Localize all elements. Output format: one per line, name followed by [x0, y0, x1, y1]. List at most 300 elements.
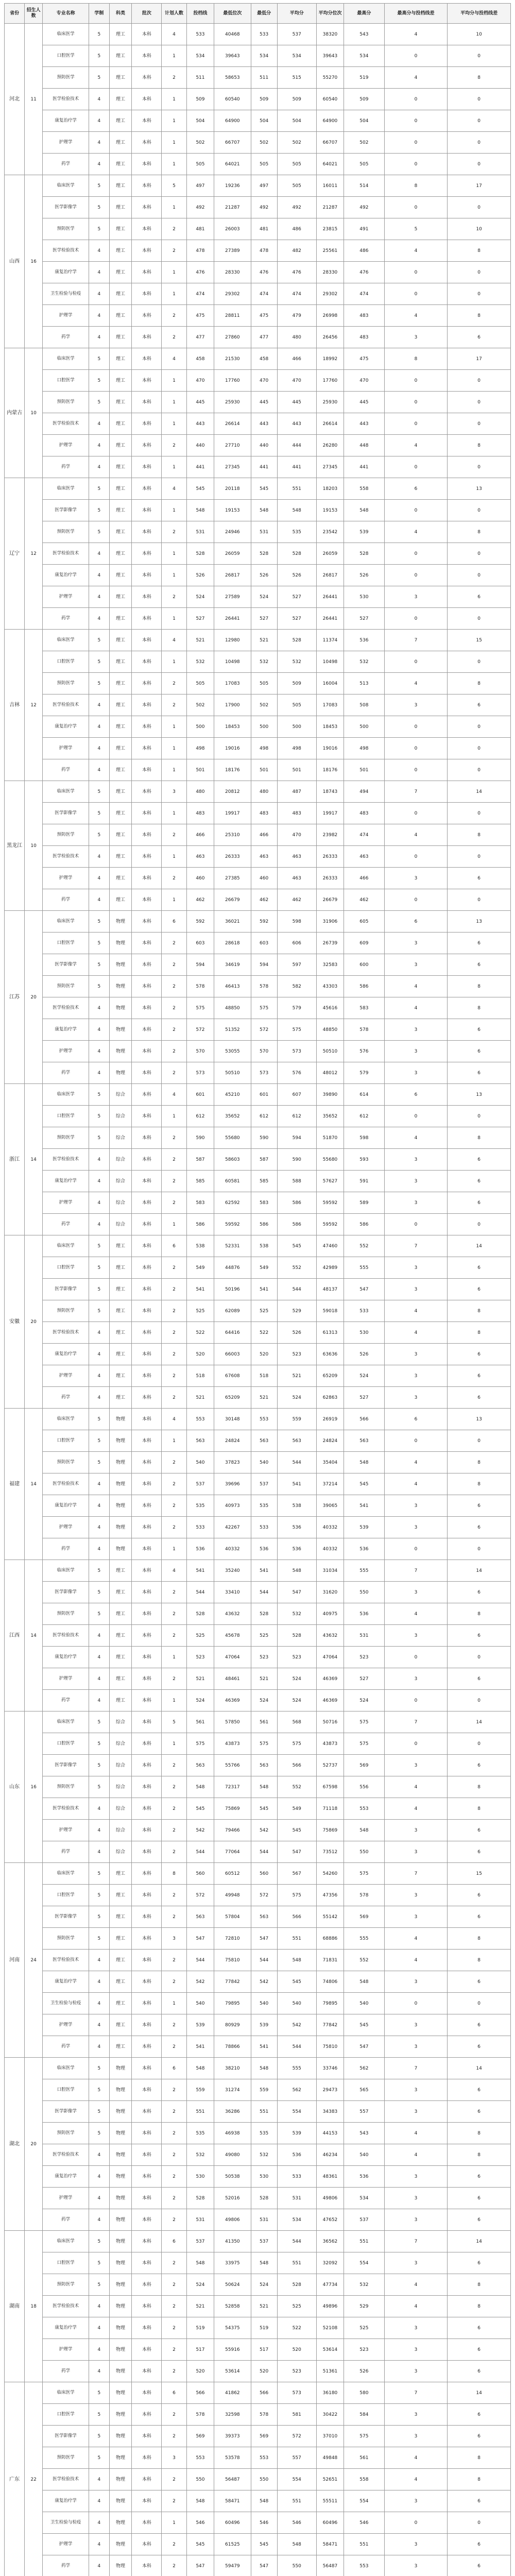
- column-header: 平均分与投档线差: [448, 4, 511, 24]
- table-cell: 本科: [132, 392, 162, 413]
- table-cell: 480: [251, 781, 277, 803]
- table-cell: 538: [277, 1495, 316, 1517]
- table-cell: 523: [344, 1647, 385, 1668]
- table-cell: 463: [344, 846, 385, 868]
- table-cell: 521: [251, 630, 277, 651]
- table-row: [5, 1322, 511, 1344]
- table-cell: 576: [344, 1041, 385, 1062]
- major-name-cell: 药学: [43, 1690, 89, 1711]
- table-cell: 理工: [109, 1625, 132, 1647]
- table-cell: 6: [384, 1084, 448, 1106]
- table-cell: 本科: [132, 1171, 162, 1192]
- table-cell: 2: [162, 2144, 187, 2166]
- table-cell: 31034: [316, 1560, 344, 1582]
- major-name-cell: 医学影像学: [43, 1755, 89, 1776]
- table-cell: 529: [344, 2296, 385, 2317]
- table-cell: 520: [277, 2339, 316, 2361]
- table-cell: 14: [448, 1235, 511, 1257]
- table-cell: 543: [344, 2123, 385, 2144]
- table-cell: 519: [186, 2317, 214, 2339]
- table-cell: 26441: [316, 586, 344, 608]
- table-cell: 62089: [214, 1300, 251, 1322]
- table-cell: 理工: [109, 89, 132, 110]
- table-cell: 606: [277, 933, 316, 954]
- major-name-cell: 护理学: [43, 868, 89, 889]
- table-cell: 58603: [214, 1149, 251, 1171]
- table-cell: 527: [277, 608, 316, 630]
- table-cell: 本科: [132, 2036, 162, 2058]
- table-cell: 546: [277, 2512, 316, 2534]
- table-cell: 562: [277, 2079, 316, 2101]
- table-cell: 4: [384, 2123, 448, 2144]
- table-cell: 本科: [132, 197, 162, 218]
- table-cell: 549: [186, 1257, 214, 1279]
- table-row: [5, 1841, 511, 1863]
- table-cell: 502: [277, 132, 316, 154]
- major-name-cell: 护理学: [43, 305, 89, 327]
- column-header: 招生人数: [25, 4, 43, 24]
- table-cell: 8: [448, 1603, 511, 1625]
- table-cell: 1: [162, 110, 187, 132]
- table-cell: 理工: [109, 1279, 132, 1300]
- table-cell: 40332: [214, 1538, 251, 1560]
- table-cell: 物理: [109, 2534, 132, 2555]
- table-cell: 527: [251, 608, 277, 630]
- table-cell: 60540: [316, 89, 344, 110]
- table-cell: 505: [251, 154, 277, 175]
- table-cell: 5: [89, 197, 109, 218]
- table-cell: 4: [384, 1300, 448, 1322]
- table-cell: 4: [89, 89, 109, 110]
- table-cell: 561: [344, 2447, 385, 2469]
- major-name-cell: 护理学: [43, 738, 89, 759]
- table-cell: 物理: [109, 2144, 132, 2166]
- table-cell: 538: [186, 1235, 214, 1257]
- table-cell: 534: [186, 45, 214, 67]
- table-cell: 518: [251, 1365, 277, 1387]
- table-row: [5, 2469, 511, 2490]
- table-cell: 477: [186, 327, 214, 348]
- table-cell: 1: [162, 132, 187, 154]
- table-cell: 525: [251, 1625, 277, 1647]
- table-cell: 理工: [109, 413, 132, 435]
- table-cell: 609: [344, 933, 385, 954]
- table-cell: 5: [89, 1430, 109, 1452]
- table-cell: 0: [448, 197, 511, 218]
- major-name-cell: 预防医学: [43, 1928, 89, 1950]
- table-cell: 0: [448, 45, 511, 67]
- table-cell: 40468: [214, 24, 251, 45]
- table-cell: 524: [277, 1387, 316, 1409]
- table-cell: 6: [448, 1062, 511, 1084]
- table-row: [5, 197, 511, 218]
- major-name-cell: 医学检验技术: [43, 1322, 89, 1344]
- table-cell: 0: [384, 846, 448, 868]
- table-cell: 548: [344, 1452, 385, 1473]
- table-cell: 4: [384, 67, 448, 89]
- table-cell: 理工: [109, 868, 132, 889]
- table-cell: 537: [277, 24, 316, 45]
- major-name-cell: 护理学: [43, 1820, 89, 1841]
- table-cell: 548: [251, 2490, 277, 2512]
- table-cell: 4: [89, 1387, 109, 1409]
- table-cell: 7: [384, 630, 448, 651]
- table-cell: 6: [448, 1192, 511, 1214]
- table-cell: 本科: [132, 1322, 162, 1344]
- table-cell: 589: [344, 1192, 385, 1214]
- table-cell: 本科: [132, 413, 162, 435]
- province-cell: 吉林: [5, 630, 25, 781]
- table-cell: 74806: [316, 1971, 344, 1993]
- table-cell: 理工: [109, 1300, 132, 1322]
- table-cell: 47356: [316, 1885, 344, 1906]
- province-cell: 山西: [5, 175, 25, 348]
- table-cell: 4: [89, 2512, 109, 2534]
- table-cell: 537: [251, 2231, 277, 2252]
- table-cell: 4: [89, 413, 109, 435]
- table-cell: 3: [384, 1495, 448, 1517]
- table-row: [5, 2361, 511, 2382]
- table-row: [5, 2426, 511, 2447]
- table-cell: 49080: [214, 2144, 251, 2166]
- province-cell: 江西: [5, 1560, 25, 1711]
- table-cell: 理工: [109, 218, 132, 240]
- table-cell: 物理: [109, 1495, 132, 1517]
- table-cell: 64900: [316, 110, 344, 132]
- table-cell: 物理: [109, 2404, 132, 2426]
- table-cell: 540: [344, 1993, 385, 2014]
- table-cell: 8: [448, 1473, 511, 1495]
- table-cell: 65209: [214, 1387, 251, 1409]
- table-cell: 4: [89, 240, 109, 262]
- table-cell: 612: [344, 1106, 385, 1127]
- table-cell: 554: [344, 2490, 385, 2512]
- major-name-cell: 临床医学: [43, 1235, 89, 1257]
- table-cell: 0: [384, 889, 448, 911]
- column-header: 最高分: [344, 4, 385, 24]
- table-cell: 558: [344, 478, 385, 500]
- table-cell: 491: [344, 218, 385, 240]
- table-cell: 570: [251, 1041, 277, 1062]
- table-row: [5, 2144, 511, 2166]
- table-cell: 2: [162, 1387, 187, 1409]
- table-row: [5, 521, 511, 543]
- major-name-cell: 口腔医学: [43, 2079, 89, 2101]
- province-cell: 湖南: [5, 2231, 25, 2382]
- table-cell: 4: [89, 1625, 109, 1647]
- table-cell: 2: [162, 1517, 187, 1538]
- table-cell: 21287: [316, 197, 344, 218]
- table-cell: 6: [448, 1495, 511, 1517]
- major-name-cell: 医学检验技术: [43, 2296, 89, 2317]
- table-cell: 551: [277, 478, 316, 500]
- table-cell: 6: [448, 2036, 511, 2058]
- table-cell: 4: [89, 1690, 109, 1711]
- table-cell: 0: [448, 889, 511, 911]
- table-cell: 4: [89, 1798, 109, 1820]
- table-cell: 本科: [132, 673, 162, 694]
- table-row: [5, 1950, 511, 1971]
- table-cell: 535: [186, 2123, 214, 2144]
- table-cell: 538: [251, 1235, 277, 1257]
- table-cell: 5: [89, 1257, 109, 1279]
- table-cell: 5: [89, 348, 109, 370]
- table-cell: 理工: [109, 456, 132, 478]
- table-cell: 23542: [316, 521, 344, 543]
- table-cell: 77842: [214, 1971, 251, 1993]
- table-cell: 2: [162, 435, 187, 456]
- table-cell: 497: [186, 175, 214, 197]
- table-cell: 551: [277, 1928, 316, 1950]
- table-cell: 566: [344, 1409, 385, 1430]
- table-cell: 2: [162, 2339, 187, 2361]
- table-cell: 4: [89, 1322, 109, 1344]
- table-cell: 50624: [214, 2274, 251, 2296]
- table-cell: 555: [344, 1560, 385, 1582]
- table-cell: 4: [89, 1365, 109, 1387]
- table-cell: 0: [448, 2512, 511, 2534]
- table-cell: 16004: [316, 673, 344, 694]
- table-cell: 25310: [214, 824, 251, 846]
- table-cell: 4: [89, 1473, 109, 1495]
- table-cell: 理工: [109, 132, 132, 154]
- table-cell: 理工: [109, 1950, 132, 1971]
- table-cell: 475: [251, 305, 277, 327]
- table-cell: 2: [162, 218, 187, 240]
- major-name-cell: 医学影像学: [43, 500, 89, 521]
- enrollment-total-cell: 12: [25, 478, 43, 630]
- table-row: [5, 2188, 511, 2209]
- table-cell: 3: [384, 1387, 448, 1409]
- table-cell: 502: [251, 132, 277, 154]
- enrollment-total-cell: 24: [25, 1863, 43, 2058]
- table-cell: 综合: [109, 1149, 132, 1171]
- table-cell: 60512: [214, 1863, 251, 1885]
- table-cell: 590: [186, 1127, 214, 1149]
- table-cell: 5: [89, 1863, 109, 1885]
- table-cell: 本科: [132, 1755, 162, 1776]
- table-cell: 物理: [109, 1517, 132, 1538]
- table-cell: 530: [186, 2166, 214, 2188]
- table-cell: 5: [89, 2058, 109, 2079]
- table-cell: 544: [186, 1582, 214, 1603]
- table-header: [5, 4, 511, 24]
- major-name-cell: 临床医学: [43, 2231, 89, 2252]
- table-cell: 本科: [132, 1430, 162, 1452]
- table-cell: 5: [89, 1711, 109, 1733]
- table-cell: 568: [277, 1711, 316, 1733]
- table-row: [5, 1603, 511, 1625]
- table-cell: 3: [384, 1149, 448, 1171]
- table-cell: 526: [344, 2361, 385, 2382]
- table-cell: 6: [162, 2058, 187, 2079]
- table-cell: 555: [344, 1928, 385, 1950]
- table-cell: 3: [384, 1517, 448, 1538]
- table-cell: 本科: [132, 2296, 162, 2317]
- table-cell: 23982: [316, 824, 344, 846]
- table-cell: 6: [448, 2252, 511, 2274]
- table-cell: 本科: [132, 305, 162, 327]
- table-row: [5, 1517, 511, 1538]
- table-cell: 本科: [132, 154, 162, 175]
- table-row: [5, 456, 511, 478]
- table-row: [5, 694, 511, 716]
- table-cell: 4: [89, 1149, 109, 1171]
- table-cell: 5: [89, 67, 109, 89]
- table-cell: 591: [344, 1171, 385, 1192]
- table-cell: 7: [384, 1711, 448, 1733]
- table-cell: 40973: [214, 1495, 251, 1517]
- table-row: [5, 1668, 511, 1690]
- table-cell: 8: [448, 2469, 511, 2490]
- table-row: [5, 2490, 511, 2512]
- major-name-cell: 药学: [43, 2036, 89, 2058]
- table-cell: 48137: [316, 1279, 344, 1300]
- table-cell: 本科: [132, 110, 162, 132]
- table-cell: 26614: [316, 413, 344, 435]
- table-cell: 2: [162, 1062, 187, 1084]
- table-cell: 26059: [214, 543, 251, 565]
- table-cell: 2: [162, 1257, 187, 1279]
- table-cell: 7: [384, 2382, 448, 2404]
- table-cell: 2: [162, 2534, 187, 2555]
- table-cell: 547: [186, 1928, 214, 1950]
- table-cell: 482: [277, 240, 316, 262]
- table-cell: 51870: [316, 1127, 344, 1149]
- table-cell: 55680: [316, 1149, 344, 1171]
- table-cell: 573: [251, 1062, 277, 1084]
- table-row: [5, 2036, 511, 2058]
- enrollment-total-cell: 18: [25, 2231, 43, 2382]
- table-cell: 0: [384, 543, 448, 565]
- table-cell: 5: [89, 175, 109, 197]
- table-cell: 物理: [109, 976, 132, 997]
- table-cell: 理工: [109, 1885, 132, 1906]
- table-cell: 548: [251, 2058, 277, 2079]
- table-cell: 586: [186, 1214, 214, 1235]
- table-cell: 0: [384, 565, 448, 586]
- table-cell: 26333: [316, 868, 344, 889]
- major-name-cell: 康复治疗学: [43, 2490, 89, 2512]
- table-row: [5, 1993, 511, 2014]
- major-name-cell: 护理学: [43, 2339, 89, 2361]
- table-cell: 本科: [132, 2188, 162, 2209]
- table-cell: 6: [448, 1149, 511, 1171]
- table-cell: 52016: [214, 2188, 251, 2209]
- table-cell: 523: [277, 1344, 316, 1365]
- table-cell: 1: [162, 456, 187, 478]
- table-cell: 541: [251, 2036, 277, 2058]
- table-cell: 6: [448, 2555, 511, 2576]
- table-cell: 586: [251, 1214, 277, 1235]
- table-cell: 569: [344, 1906, 385, 1928]
- table-cell: 2: [162, 67, 187, 89]
- table-cell: 5: [384, 218, 448, 240]
- table-cell: 综合: [109, 1192, 132, 1214]
- table-cell: 本科: [132, 543, 162, 565]
- table-cell: 理工: [109, 673, 132, 694]
- table-cell: 50196: [214, 1279, 251, 1300]
- table-cell: 498: [277, 738, 316, 759]
- major-name-cell: 预防医学: [43, 2123, 89, 2144]
- table-cell: 18743: [316, 781, 344, 803]
- table-cell: 4: [89, 110, 109, 132]
- major-name-cell: 口腔医学: [43, 651, 89, 673]
- table-cell: 523: [277, 1647, 316, 1668]
- table-cell: 476: [251, 262, 277, 283]
- major-name-cell: 康复治疗学: [43, 110, 89, 132]
- table-cell: 本科: [132, 954, 162, 976]
- table-cell: 544: [251, 1582, 277, 1603]
- table-cell: 本科: [132, 716, 162, 738]
- table-cell: 547: [277, 1841, 316, 1863]
- major-name-cell: 卫生检验与检疫: [43, 283, 89, 305]
- table-cell: 583: [251, 1192, 277, 1214]
- table-cell: 6: [448, 2079, 511, 2101]
- major-name-cell: 药学: [43, 2209, 89, 2231]
- table-cell: 445: [277, 392, 316, 413]
- table-cell: 441: [186, 456, 214, 478]
- table-cell: 66707: [316, 132, 344, 154]
- table-cell: 综合: [109, 1106, 132, 1127]
- table-cell: 445: [251, 392, 277, 413]
- table-row: [5, 1798, 511, 1820]
- table-cell: 41350: [214, 2231, 251, 2252]
- table-cell: 综合: [109, 1733, 132, 1755]
- table-cell: 528: [251, 1603, 277, 1625]
- table-cell: 58471: [214, 2490, 251, 2512]
- table-cell: 26059: [316, 543, 344, 565]
- table-cell: 0: [448, 651, 511, 673]
- table-cell: 26679: [214, 889, 251, 911]
- table-cell: 1: [162, 283, 187, 305]
- table-cell: 2: [162, 2296, 187, 2317]
- table-cell: 理工: [109, 305, 132, 327]
- table-cell: 524: [277, 1690, 316, 1711]
- major-name-cell: 预防医学: [43, 1127, 89, 1149]
- table-row: [5, 435, 511, 456]
- table-cell: 2: [162, 2166, 187, 2188]
- table-cell: 492: [277, 197, 316, 218]
- table-cell: 45210: [214, 1084, 251, 1106]
- table-cell: 2: [162, 1841, 187, 1863]
- table-cell: 587: [251, 1149, 277, 1171]
- major-name-cell: 临床医学: [43, 911, 89, 933]
- table-cell: 39065: [316, 1495, 344, 1517]
- table-cell: 532: [251, 651, 277, 673]
- table-cell: 575: [344, 1863, 385, 1885]
- table-row: [5, 154, 511, 175]
- table-cell: 0: [448, 803, 511, 824]
- table-cell: 3: [384, 954, 448, 976]
- table-cell: 547: [344, 1279, 385, 1300]
- table-cell: 本科: [132, 1950, 162, 1971]
- table-cell: 理工: [109, 1906, 132, 1928]
- table-cell: 523: [344, 2339, 385, 2361]
- table-cell: 551: [277, 2252, 316, 2274]
- table-cell: 8: [448, 997, 511, 1019]
- table-cell: 578: [344, 1019, 385, 1041]
- table-cell: 本科: [132, 262, 162, 283]
- table-cell: 0: [384, 283, 448, 305]
- enrollment-total-cell: 14: [25, 1084, 43, 1235]
- table-cell: 548: [186, 2058, 214, 2079]
- major-name-cell: 口腔医学: [43, 1257, 89, 1279]
- table-cell: 32583: [316, 954, 344, 976]
- table-cell: 理工: [109, 327, 132, 348]
- table-cell: 3: [384, 2339, 448, 2361]
- table-cell: 8: [448, 435, 511, 456]
